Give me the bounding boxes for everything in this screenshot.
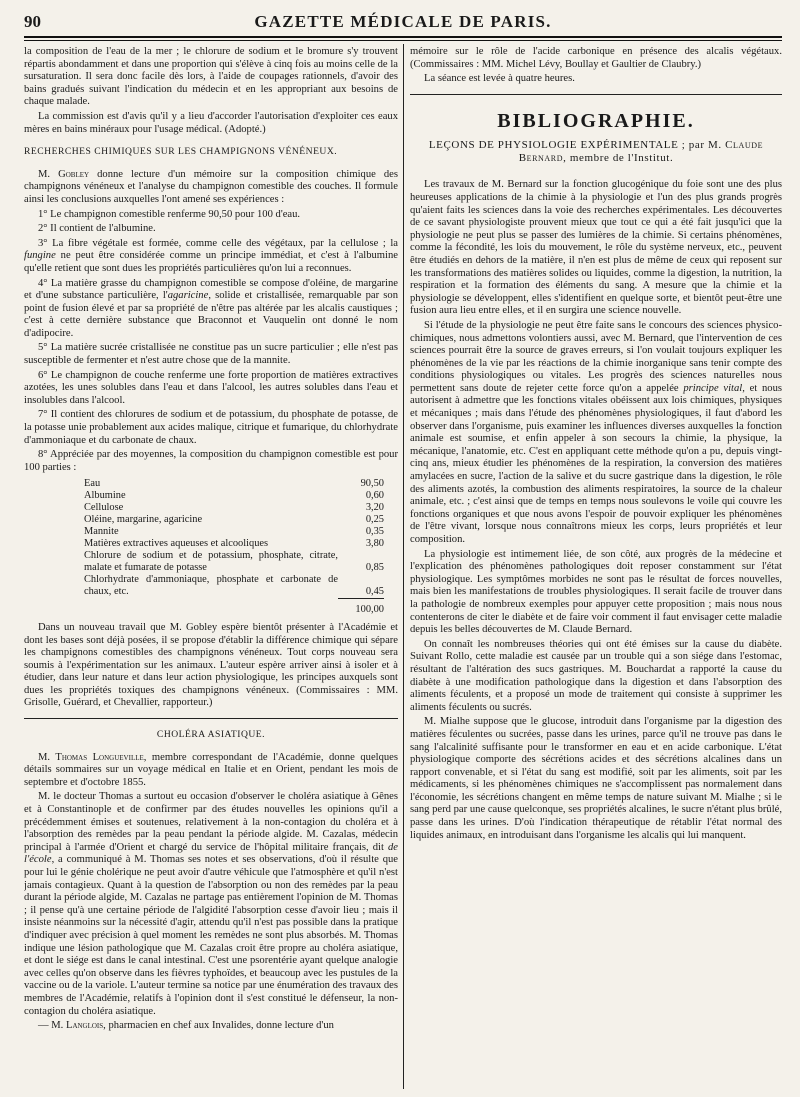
composition-row — [84, 514, 384, 526]
right-column — [410, 46, 782, 1089]
thomas-paragraph — [24, 752, 398, 790]
composition-row — [84, 538, 384, 550]
thomas-text: , membre correspondant de l'Académie, donne quelques détails sommaires sur un voyage médical en Italie et en Orient, pendant les mois de septembre et d'octobre 1855. — [24, 751, 398, 788]
section-rule — [24, 718, 398, 719]
conclusion-3-text-a: 3° La fibre végétale est formée, comme celle des végétaux, par la cellulose ; la — [38, 237, 398, 249]
composition-name: Chlorure de sodium et de potassium, phosphate, citrate, malate et fumarate de potasse — [84, 550, 338, 574]
composition-name: Oléine, margarine, agaricine — [84, 514, 203, 526]
bib-sub-a: LEÇONS DE PHYSIOLOGIE EXPÉRIMENTALE ; par M. — [428, 139, 726, 152]
author-name: Langlois — [65, 1020, 104, 1032]
conclusion-2: 2° Il contient de l'albumine. — [38, 223, 156, 235]
composition-name: Mannite — [84, 526, 119, 538]
bib-paragraph-4: On connaît les nombreuses théories qui ont été émises sur la cause du diabète. Suivant Rollo, cette maladie est causée par un trouble qui a son siége dans l'estomac, résultant de l'altération des sucs gastriques. M. Bouchardat a rapporté la cause du diabète à une modification pathologique dans la digestion et dans l'absorption des aliments féculents, et a proposé un mode de traitement qui consiste à supprimer les aliments féculents ou sucrés. — [410, 638, 782, 713]
page-header — [24, 10, 782, 36]
conclusion-4-text-b: , solide et cristallisée, remarquable par son point de fusion élevé et par sa propriété de n'être pas altérée par les alcalis caustiques ; c'est à cette dernière substance que Braconnot et Vauquelin ont donné le nom d'adipocire. — [24, 290, 398, 339]
section-title-champignons: RECHERCHES CHIMIQUES SUR LES CHAMPIGNONS VÉNÉNEUX. — [24, 146, 338, 158]
journal-title: GAZETTE MÉDICALE DE PARIS. — [254, 12, 552, 31]
bib-p2-a: Si l'étude de la physiologie ne peut être faite sans le concours des sciences physico-chimiques, nous admettons volontiers aussi, avec M. Bernard, que l'intervention de ces sciences pourrait être la source de graves erreurs, si l'on voulait toujours expliquer les phénomènes de la vie par les réactions de la chimie inorganique sans tenir compte des conditions physiologiques ou vitales. Les progrès des sciences naturelles nous permettent sans doute de rejeter cette force qu'on a appelée — [410, 319, 782, 394]
bibliography-subtitle — [410, 139, 782, 165]
page-number: 90 — [24, 12, 41, 31]
gobley-paragraph — [24, 169, 398, 207]
bibliography-rule — [410, 94, 782, 95]
conclusion-4-term: agaricine — [167, 290, 209, 302]
composition-row — [84, 550, 384, 574]
column-divider — [403, 44, 404, 1089]
langlois-prefix: — M. — [38, 1020, 66, 1032]
composition-row — [84, 574, 384, 598]
conclusion-1: 1° Le champignon comestible renferme 90,50 pour 100 d'eau. — [38, 208, 301, 220]
gobley-text: donne lecture d'un mémoire sur la composition chimique des champignons vénéneux et l'analyse du champignon comestible des couches. Il formule ainsi les conclusions auxquelles l'ont amené ses expériences : — [24, 168, 398, 205]
conclusion-4-text-a: 4° La matière grasse du champignon comestible se compose d'oléine, de margarine et d'une substance particulière, l' — [24, 277, 398, 302]
composition-row — [84, 526, 384, 538]
conclusion-7: 7° Il contient des chlorures de sodium et de potassium, du phosphate de potasse, de la potasse unie probablement aux acides malique, citrique et fumarique, du chlorhydrate d'ammoniaque et du carbonate de chaux. — [24, 409, 398, 446]
conclusion-4 — [24, 278, 398, 341]
composition-value: 0,85 — [365, 562, 384, 574]
left-column — [24, 46, 398, 1089]
docteur-thomas-paragraph — [24, 791, 398, 1018]
composition-table — [84, 478, 384, 616]
conclusion-6: 6° Le champignon de couche renferme une forte proportion de matières extractives azotées, les unes solubles dans l'eau et dans l'alcool, les autres solubles dans l'eau et insolubles dans l'alcool. — [24, 369, 398, 406]
composition-value: 3,80 — [365, 538, 384, 550]
langlois-paragraph — [24, 1020, 398, 1033]
composition-name: Matières extractives aqueuses et alcooliques — [84, 538, 269, 550]
composition-value: 0,45 — [365, 585, 384, 597]
continuation-paragraph: mémoire sur le rôle de l'acide carbonique en présence des alcalis végétaux. (Commissaires : MM. Michel Lévy, Boullay et Gaultier de Claubry.) — [410, 46, 782, 70]
conclusion-5: 5° La matière sucrée cristallisée ne constitue pas un sucre particulier ; elle n'est pas susceptible de fermenter et n'est autre chose que de la mannite. — [24, 342, 398, 367]
composition-row — [84, 502, 384, 514]
seance-paragraph: La séance est levée à quatre heures. — [424, 73, 575, 85]
composition-value: 3,20 — [365, 502, 384, 514]
conclusions-list — [24, 209, 398, 475]
bib-author: Claude Bernard — [518, 139, 764, 165]
composition-name: Eau — [84, 478, 101, 490]
langlois-text: , pharmacien en chef aux Invalides, donne lecture d'un — [103, 1020, 334, 1032]
bib-paragraph-2 — [410, 320, 782, 547]
intro-paragraph: la composition de l'eau de la mer ; le chlorure de sodium et le bromure s'y trouvent répartis abondamment et dans une proportion qui s'élève à cinq fois au moins celle de la sursaturation. Il sera donc facile dès lors, à l'aide de coupages rationnels, d'avoir des bains gradués suivant l'indication du médecin et en les appropriant aux besoins de chaque malade. — [24, 46, 398, 108]
conclusion-3-term: fungine — [24, 250, 56, 262]
composition-total: 100,00 — [338, 598, 384, 616]
bib-p2-term: principe vital — [683, 382, 743, 394]
composition-name: Albumine — [84, 490, 126, 502]
composition-value: 90,50 — [360, 478, 384, 490]
bib-paragraph-1: Les travaux de M. Bernard sur la fonction glucogénique du foie sont une des plus heureuses applications de la chimie à la physiologie et l'un des plus grands progrès qu'aient faits les sciences dans la voie des recherches expérimentales. Les découvertes de ce savant physiologiste prouvent mieux que tout ce qui a été fait jusqu'ici que la physiologie ne peut plus se passer des lumières de la chimie. Si certains phénomènes, comme la fécondité, les lois du mouvement, le rôle du système nerveux, etc., peuvent être étudiés en dehors de la matière, il n'en est plus de même de ceux qui reposent sur les transformations des matières solides ou liquides, comme la digestion, la nutrition, la respiration et la formation des éléments du sang. A mesure que la chimie et la physiologie se développent, elles s'identifient en quelque sorte, et bientôt peut-être une fusion aura lieu entre elles, et il en surgira une science nouvelle. — [410, 179, 782, 317]
composition-value: 0,25 — [365, 514, 384, 526]
docteur-text-a: M. le docteur Thomas a surtout eu occasion d'observer le choléra asiatique à Gênes et à Constantinople et de confirmer par des études nouvelles les opinions qu'il a précédemment émises et soutenues, relativement à la non-contagion du choléra et à l'absorption des remèdes par la peau pendant la période algide. M. Cazalas, médecin principal à l'armée d'Orient et chargé du service de l'hôpital militaire français, dit — [24, 791, 398, 853]
composition-total-row — [84, 598, 384, 616]
bib-paragraph-5: M. Mialhe suppose que le glucose, introduit dans l'organisme par la digestion des matières féculentes ou sucrées, passe dans les urines, parce qu'il ne trouve pas dans le sang l'alcalinité suffisante pour le transformer en eau et en acide carbonique. L'état physiologique comporte des sécrétions acides et des sécrétions alcalines dans un rapport convenable, et si l'état du sang est modifié, soit par les aliments, soit par les médicaments, si les phénomènes chimiques ne s'accomplissent pas normalement dans l'économie, les sécrétions changent en même temps de nature suivant M. Mialhe ; si le sang perd par une cause quelconque, ses propriétés alcalines, le sucre n'étant plus brûlé, passe dans les urines. D'où l'indication thérapeutique de rétablir l'état normal des liquides animaux, en introduisant dans l'organisme les alcalis qui lui manquent. — [410, 716, 782, 841]
commission-paragraph: La commission est d'avis qu'il y a lieu d'accorder l'autorisation d'exploiter ces eaux mères en bains minéraux pour l'usage médical. (Adopté.) — [24, 110, 398, 135]
conclusion-3-text-b: ne peut être considérée comme un principe immédiat, et c'est à l'albumine qu'elle retient que sont dues les propriétés particulières qu'on lui a reconnues. — [24, 250, 398, 274]
bib-sub-c: , membre de l'Institut. — [563, 152, 674, 165]
conclusion-8: 8° Appréciée par des moyennes, la composition du champignon comestible est pour 100 parties : — [24, 449, 398, 473]
composition-name: Cellulose — [84, 502, 124, 514]
conclusion-3 — [24, 238, 398, 276]
header-rule-thick — [24, 36, 782, 38]
bib-p2-c: , et nous autorisent à admettre que les fonctions vitales obéissent aux lois chimiques, physiques et mécaniques ; mais dans l'étude des phénomènes physiologiques, il faut d'abord les observer dans l'organisme, puis examiner les influences diverses auxquelles la fonction animale est soumise, et enfin appeler à son secours la chimie, la physique, la mécanique, l'anatomie, etc. C'est en appliquant cette méthode qu'on a pu, depuis vingt-cinq ans, mieux étudier les phénomènes de la respiration, la conversion des matières amylacées en sucre, l'action de la salive et du sucre gastrique dans la digestion, le rôle des aliments azotés, la combustion des aliments respiratoires, la source de la chaleur animale, etc. ; c'est ainsi que de temps en temps nous soulevons le voile qui couvre les fonctions organiques et que nous avons l'espoir de pouvoir expliquer les phénomènes de l'être vivant, lorsque nous connaîtrons mieux les corps, leurs propriétés et leur composition. — [410, 382, 782, 545]
composition-name: Chlorhydrate d'ammoniaque, phosphate et carbonate de chaux, etc. — [84, 574, 338, 598]
bib-paragraph-3: La physiologie est intimement liée, de son côté, aux progrès de la médecine et l'explication des phénomènes pathologiques doit reposer constamment sur l'état physiologique. Les symptômes morbides ne sont pas le résultat de forces nouvelles, mais bien les manifestations de troubles physiologiques. Il serait facile de trouver dans la pathologie de nombreux exemples pour appuyer cette proposition ; mais nous nous contenterons de citer le diabète et de faire voir comment il faut envisager cette maladie depuis les belles découvertes de M. Claude Bernard. — [410, 548, 782, 636]
bibliography-title: BIBLIOGRAPHIE. — [497, 109, 695, 132]
docteur-term: de l'école — [24, 841, 398, 866]
composition-value: 0,35 — [365, 526, 384, 538]
header-rule-thin — [24, 40, 782, 41]
composition-row — [84, 478, 384, 490]
docteur-text-b: , a communiqué à M. Thomas ses notes et ses observations, d'où il résulte que pour lui le génie cholérique ne peut avoir d'autre véhicule que l'atmosphère et qu'il n'est jamais contagieux. Quant à la question de l'absorption ou non des remèdes par la peau durant la période algide, M. Cazalas ne partage pas entièrement l'opinion de M. Thomas ; il pense qu'à une certaine période de l'algidité l'absorption cesse d'avoir lieu ; mais il insiste néanmoins sur la nécessité d'agir, attendu qu'il n'est pas possible dans la pratique d'indiquer avec précision à quel moment les remèdes ne sont plus absorbés. M. Thomas indique une lésion pathologique que M. Cazalas croit être propre au choléra asiatique, et dont le siége est dans le canal intestinal. C'est une psorentérie ayant quelque analogie avec celles qu'on observe dans les fièvres typhoïdes, et beaucoup avec les pustules de la vaccine ou de la variole. L'auteur termine sa notice par une énumération des travaux des membres de l'Académie, relatifs à l'opinion dont il s'est constitué le défenseur, la non-contagion du choléra asiatique. — [24, 854, 398, 1017]
author-name: M. Gobley — [38, 168, 90, 180]
author-name: M. Thomas Longueville — [38, 751, 144, 763]
composition-row — [84, 490, 384, 502]
composition-value: 0,60 — [365, 490, 384, 502]
section-title-cholera: CHOLÉRA ASIATIQUE. — [156, 729, 266, 741]
nouveau-travail-paragraph: Dans un nouveau travail que M. Gobley espère bientôt présenter à l'Académie et dont les bases sont déjà posées, il se propose d'établir la différence chimique qui sépare les champignons comestibles des champignons vénéneux. Tout corps nouveau sera soumis à l'expérimentation sur les animaux. L'auteur espère arriver ainsi à isoler et à étudier, dans leur nature et dans leur action physiologique, les principes auxquels sont dues les propriétés toxiques des champignons vénéneux. (Commissaires : MM. Grisolle, Guérard, et Chevallier, rapporteur.) — [24, 621, 398, 709]
